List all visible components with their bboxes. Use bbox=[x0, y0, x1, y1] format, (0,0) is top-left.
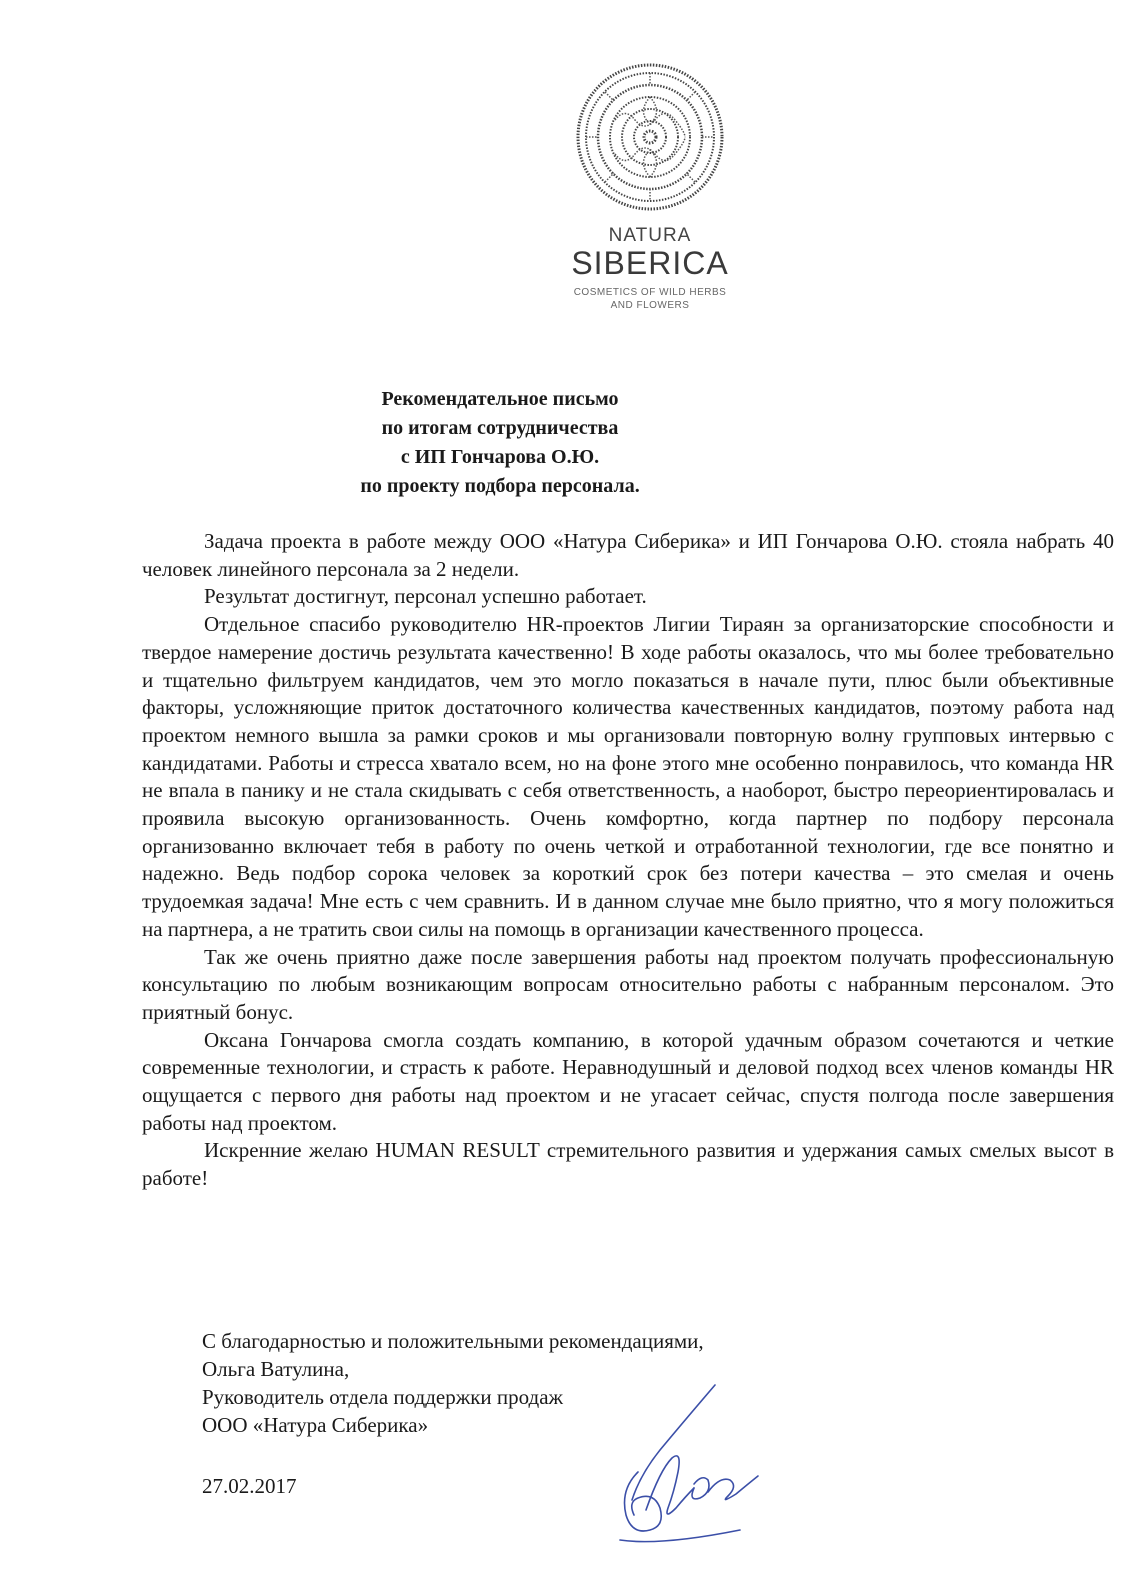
signer-position: Руководитель отдела поддержки продаж bbox=[202, 1385, 564, 1409]
signer-company: ООО «Натура Сиберика» bbox=[202, 1413, 429, 1437]
logo-brand-top: NATURA bbox=[608, 225, 692, 246]
logo-brand-main: SIBERICA bbox=[571, 245, 729, 281]
logo-tagline-line2: AND FLOWERS bbox=[610, 300, 690, 311]
closing-regards: С благодарностью и положительными рекомендациями, bbox=[202, 1329, 704, 1353]
logo-tagline-line1: COSMETICS OF WILD HERBS bbox=[573, 287, 727, 298]
handwritten-signature bbox=[590, 1380, 790, 1560]
body-paragraph: Результат достигнут, персонал успешно работает. bbox=[204, 584, 647, 609]
ornamental-seal-icon bbox=[575, 62, 725, 212]
company-logo bbox=[545, 62, 755, 312]
heading-line-2: по итогам сотрудничества bbox=[381, 417, 619, 439]
signer-name: Ольга Ватулина, bbox=[202, 1357, 350, 1381]
letter-heading bbox=[0, 385, 1148, 501]
letter-body bbox=[142, 528, 1114, 1193]
heading-line-4: по проекту подбора персонала. bbox=[360, 475, 640, 497]
body-paragraph: Отдельное спасибо руководителю HR-проектов Лигии Тираян за организаторские способности и твердое намерение достичь результата качественно! В ходе работы оказалось, что мы более требовательно и тщательно фильтруем кандидатов, чем это могло показаться в начале пути, плюс были объективные факторы, усложняющие приток достаточного количества качественных кандидатов, поэтому работа над проектом немного вышла за рамки сроков и мы организовали повторную волну групповых интервью с кандидатами. Работы и стресса хватало всем, но на фоне этого мне особенно понравилось, что команда HR не впала в панику и не стала скидывать с себя ответственность, а наоборот, быстро переориентировалась и проявила высокую организованность. Очень комфортно, когда партнер по подбору персонала организованно включает тебя в работу по очень четкой и отработанной технологии, где все понятно и надежно. Ведь подбор сорока человек за короткий срок без потери качества – это смелая и очень трудоемкая задача! Мне есть с чем сравнить. И в данном случае мне было приятно, что я могу положиться на партнера, а не тратить свои силы на помощь в организации качественного процесса. bbox=[142, 612, 1114, 941]
logo-tagline bbox=[545, 286, 755, 312]
body-paragraph: Оксана Гончарова смогла создать компанию, в которой удачным образом сочетаются и четкие современные технологии, и страсть к работе. Неравнодушный и деловой подход всех членов команды HR ощущается с первого дня работы над проектом и не угасает сейчас, спустя полгода после завершения работы над проектом. bbox=[142, 1027, 1114, 1135]
heading-line-1: Рекомендательное письмо bbox=[381, 388, 619, 410]
letter-date: 27.02.2017 bbox=[202, 1474, 297, 1498]
body-paragraph: Задача проекта в работе между ООО «Натура Сиберика» и ИП Гончарова О.Ю. стояла набрать 40 человек линейного персонала за 2 недели. bbox=[142, 529, 1114, 581]
body-paragraph: Так же очень приятно даже после завершения работы над проектом получать профессиональную консультацию по любым возникающим вопросам относительно работы с набранным персоналом. Это приятный бонус. bbox=[142, 944, 1114, 1024]
body-paragraph: Искренние желаю HUMAN RESULT стремительного развития и удержания самых смелых высот в работе! bbox=[142, 1138, 1114, 1191]
heading-line-3: с ИП Гончарова О.Ю. bbox=[400, 446, 600, 468]
